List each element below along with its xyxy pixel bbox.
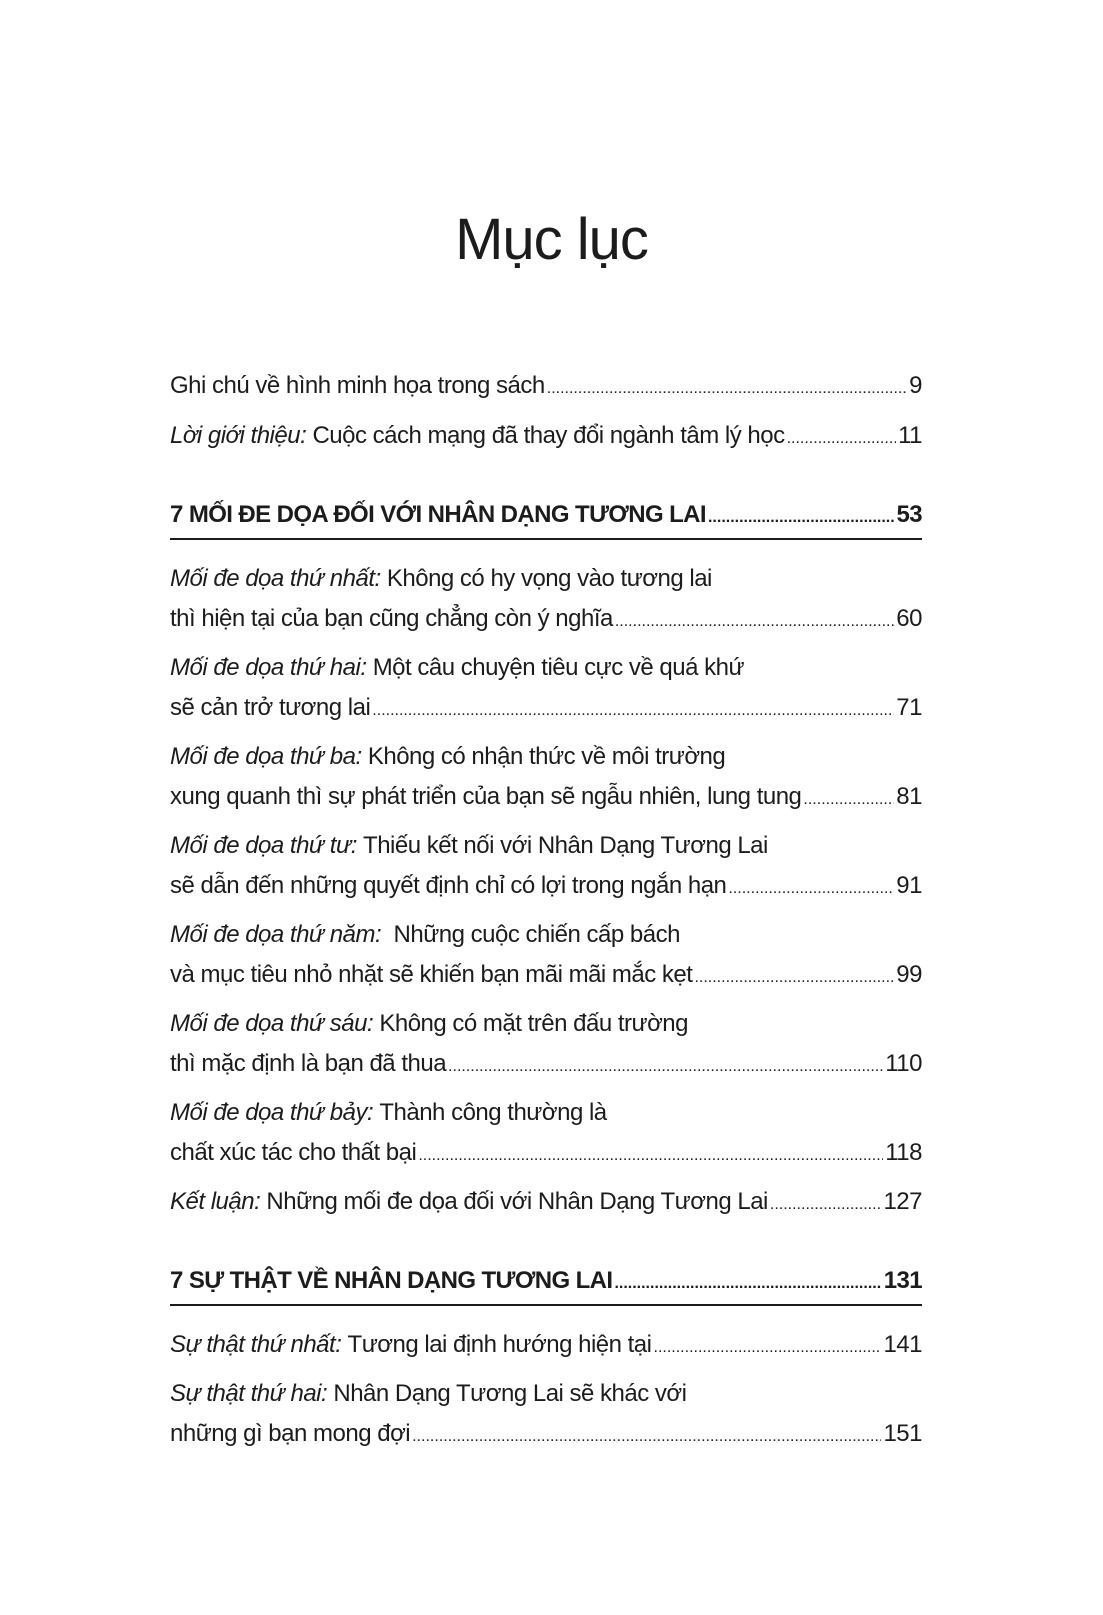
entry-lead: Mối đe dọa thứ hai: [170,654,367,681]
entry-text: Một câu chuyện tiêu cực về quá khứ [372,654,745,681]
entry-text: Không có mặt trên đấu trường [379,1010,688,1037]
entry-text-continued: sẽ cản trở tương lai [170,694,371,721]
entry-text: Nhân Dạng Tương Lai sẽ khác với [333,1380,687,1407]
page-number: 118 [885,1139,922,1166]
page-number: 141 [883,1331,922,1358]
entry-text: Những cuộc chiến cấp bách [393,921,680,948]
entry-text: Thành công thường là [379,1099,607,1126]
toc-entry-introduction[interactable] [170,421,922,451]
entry-lead: Sự thật thứ nhất: [170,1331,342,1358]
dot-leader [708,503,895,533]
page-number: 131 [883,1267,922,1294]
page-number: 60 [896,605,922,632]
section-heading-truths[interactable] [170,1266,922,1306]
dot-leader [372,696,894,726]
entry-lead: Sự thật thứ hai: [170,1380,328,1407]
entry-text: Không có nhận thức về môi trường [367,743,726,770]
page-number: 81 [896,783,922,810]
toc-entry-threat-1[interactable] [170,564,922,634]
toc-entry-threat-5[interactable] [170,920,922,990]
entry-lead: Kết luận: [170,1188,261,1215]
dot-leader [412,1422,881,1452]
entry-text-continued: thì mặc định là bạn đã thua [170,1050,447,1077]
dot-leader [615,607,894,637]
dot-leader [654,1333,882,1363]
entry-text: Thiếu kết nối với Nhân Dạng Tương Lai [363,832,768,859]
toc-entry-threat-4[interactable] [170,831,922,901]
section-heading-threats[interactable] [170,500,922,540]
page-number: 11 [898,422,922,449]
entry-lead: Mối đe dọa thứ nhất: [170,565,381,592]
entry-text-continued: và mục tiêu nhỏ nhặt sẽ khiến bạn mãi mãi mắc kẹt [170,961,693,988]
page-number: 53 [896,501,922,528]
entry-lead: Lời giới thiệu: [170,422,307,449]
entry-text-continued: xung quanh thì sự phát triển của bạn sẽ ngẫu nhiên, lung tung [170,783,802,810]
page-number: 71 [896,694,922,721]
page-number: 127 [883,1188,922,1215]
dot-leader [547,374,907,404]
toc-entry-truth-2[interactable] [170,1379,922,1449]
entry-text: Ghi chú về hình minh họa trong sách [170,372,545,399]
section-title: 7 SỰ THẬT VỀ NHÂN DẠNG TƯƠNG LAI [170,1267,613,1294]
toc-entry-conclusion[interactable] [170,1187,922,1217]
entry-lead: Mối đe dọa thứ năm: [170,921,382,948]
dot-leader [694,963,894,993]
toc-entry-threat-2[interactable] [170,653,922,723]
dot-leader [614,1269,881,1299]
entry-text: Cuộc cách mạng đã thay đổi ngành tâm lý học [312,422,785,449]
toc-entry-illustrations-note[interactable] [170,371,922,401]
toc-entry-threat-6[interactable] [170,1009,922,1079]
entry-lead: Mối đe dọa thứ tư: [170,832,357,859]
dot-leader [448,1052,883,1082]
entry-lead: Mối đe dọa thứ ba: [170,743,362,770]
dot-leader [728,874,894,904]
dot-leader [418,1141,883,1171]
entry-text-continued: sẽ dẫn đến những quyết định chỉ có lợi trong ngắn hạn [170,872,727,899]
section-title: 7 MỐI ĐE DỌA ĐỐI VỚI NHÂN DẠNG TƯƠNG LAI [170,501,706,528]
page-number: 110 [885,1050,922,1077]
entry-text: Không có hy vọng vào tương lai [386,565,712,592]
entry-text-continued: những gì bạn mong đợi [170,1420,411,1447]
page-number: 99 [896,961,922,988]
entry-lead: Mối đe dọa thứ bảy: [170,1099,374,1126]
entry-text: Những mối đe dọa đối với Nhân Dạng Tương Lai [266,1188,768,1215]
entry-text-continued: chất xúc tác cho thất bại [170,1139,417,1166]
toc-entry-threat-3[interactable] [170,742,922,812]
page-number: 9 [909,372,922,399]
dot-leader [803,785,894,815]
dot-leader [770,1190,882,1220]
page-number: 91 [896,872,922,899]
entry-lead: Mối đe dọa thứ sáu: [170,1010,374,1037]
page-number: 151 [883,1420,922,1447]
dot-leader [787,424,897,454]
entry-text-continued: thì hiện tại của bạn cũng chẳng còn ý nghĩa [170,605,613,632]
entry-text: Tương lai định hướng hiện tại [347,1331,652,1358]
toc-entry-truth-1[interactable] [170,1330,922,1360]
toc-entry-threat-7[interactable] [170,1098,922,1168]
page-title: Mục lục [455,207,648,272]
